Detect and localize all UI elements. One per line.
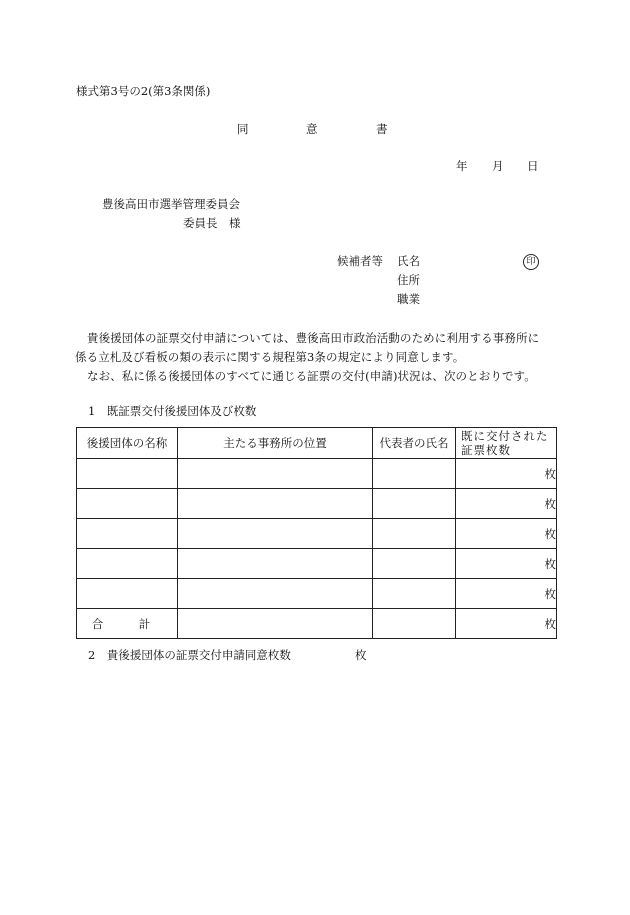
applicant-name-label: 氏名 [397,254,420,268]
body-line-1: 貴後援団体の証票交付申請については、豊後高田市政治活動のために利用する事務所に [87,331,540,345]
consent-paragraph [75,329,555,386]
issued-certificates-table [76,427,557,639]
date-month: 月 [492,159,504,173]
table-total-row [77,609,557,639]
section2-label: 2 貴後援団体の証票交付申請同意枚数 [88,648,291,662]
body-line-2: 係る立札及び看板の類の表示に関する規程第3条の規定により同意します。 [75,350,465,364]
title-char-2: 意 [306,122,318,136]
header-representative-name: 代表者の氏名 [373,428,456,459]
cell-office-location[interactable] [178,549,373,579]
total-label: 合 計 [77,609,178,639]
table-header-row [77,428,557,459]
addressee-recipient: 委員長 様 [183,216,241,230]
cell-office-location[interactable] [178,519,373,549]
header-office-location: 主たる事務所の位置 [178,428,373,459]
cell-office-location[interactable] [178,489,373,519]
form-number: 様式第3号の2(第3条関係) [76,84,211,98]
cell-office-location[interactable] [178,459,373,489]
addressee-organization: 豊後高田市選挙管理委員会 [102,197,240,211]
cell-issued-count[interactable]: 枚 [456,489,557,519]
date-day: 日 [527,159,539,173]
total-representative-cell [373,609,456,639]
title-char-1: 同 [237,122,249,136]
cell-representative[interactable] [373,579,456,609]
total-issued-count[interactable]: 枚 [456,609,557,639]
header-issued-line-2: 証票枚数 [461,443,511,457]
total-office-cell [178,609,373,639]
applicant-occupation-label: 職業 [397,292,420,306]
cell-office-location[interactable] [178,579,373,609]
header-issued-line-1: 既に交付された [461,429,549,443]
document-title [0,124,630,138]
cell-representative[interactable] [373,519,456,549]
cell-group-name[interactable] [77,549,178,579]
section2-unit: 枚 [355,648,367,662]
table-row [77,579,557,609]
cell-issued-count[interactable]: 枚 [456,459,557,489]
header-issued-count [456,428,557,459]
cell-group-name[interactable] [77,519,178,549]
cell-group-name[interactable] [77,489,178,519]
section1-heading: 1 既証票交付後援団体及び枚数 [88,404,257,418]
table-row [77,549,557,579]
applicant-address-label: 住所 [397,273,420,287]
cell-representative[interactable] [373,489,456,519]
cell-representative[interactable] [373,549,456,579]
applicant-role-label: 候補者等 [337,254,383,268]
cell-issued-count[interactable]: 枚 [456,579,557,609]
table-row [77,489,557,519]
header-support-group-name: 後援団体の名称 [77,428,178,459]
title-char-3: 書 [376,122,388,136]
cell-issued-count[interactable]: 枚 [456,549,557,579]
seal-mark: 印 [523,254,539,270]
cell-group-name[interactable] [77,579,178,609]
cell-representative[interactable] [373,459,456,489]
table-row [77,519,557,549]
cell-issued-count[interactable]: 枚 [456,519,557,549]
body-line-3: なお、私に係る後援団体のすべてに通じる証票の交付(申請)状況は、次のとおりです。 [87,369,536,383]
date-year: 年 [456,159,468,173]
table-row [77,459,557,489]
cell-group-name[interactable] [77,459,178,489]
